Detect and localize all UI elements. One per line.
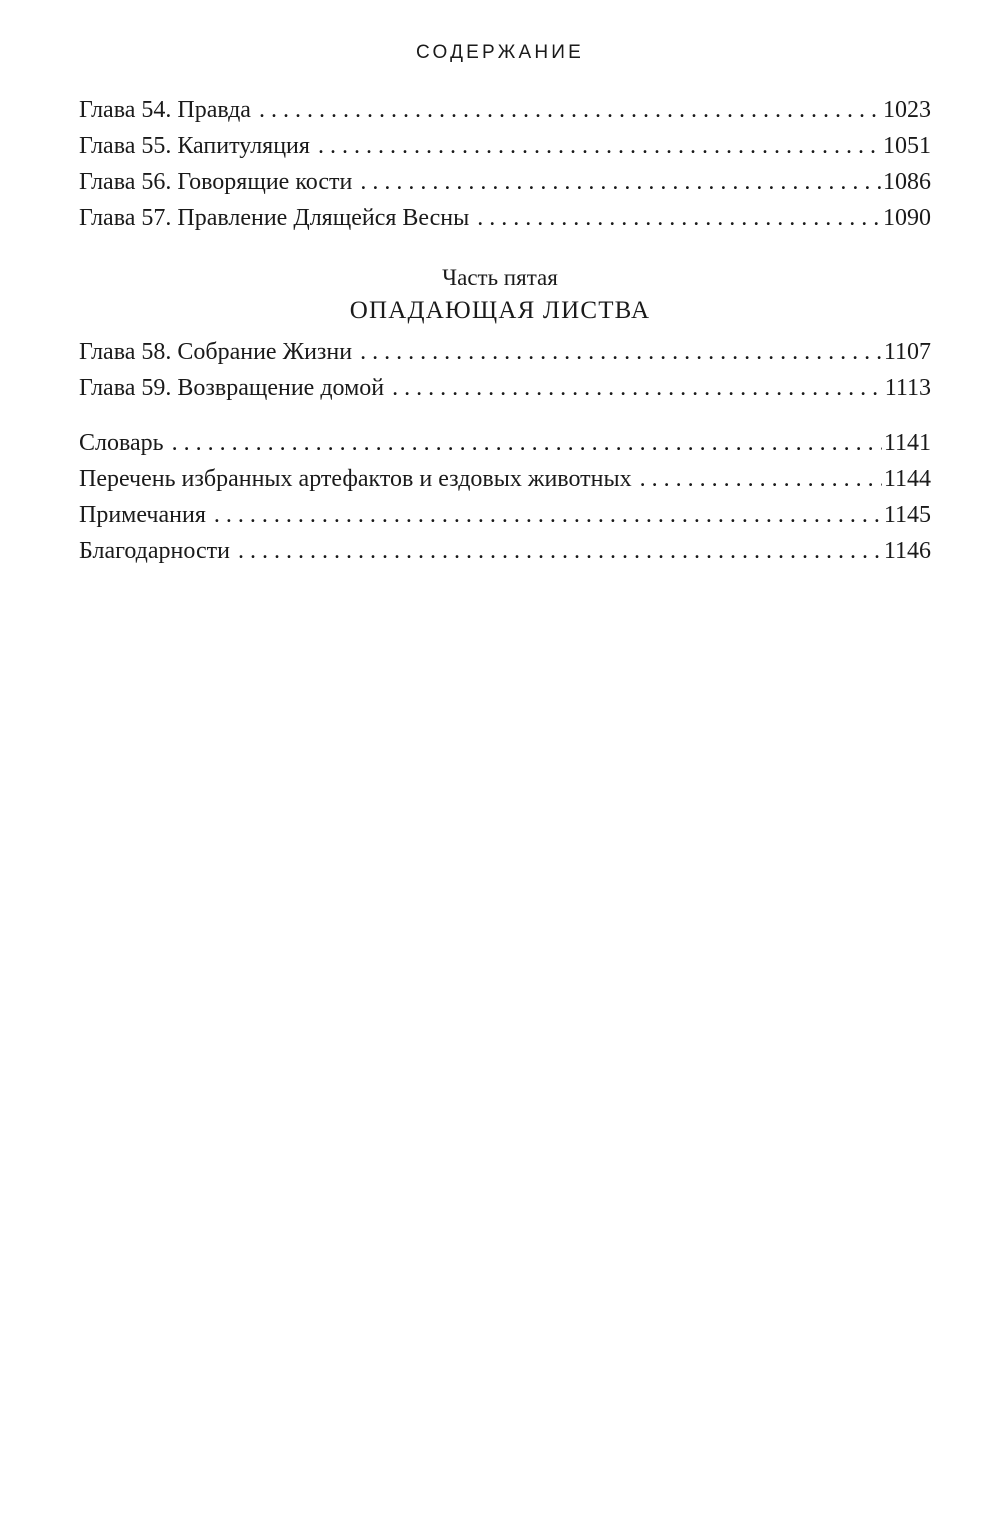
- toc-chapters-group-2: [79, 334, 931, 406]
- dot-leader: [640, 461, 882, 497]
- toc-entry-title: Словарь: [79, 430, 164, 456]
- dot-leader: [360, 164, 881, 200]
- toc-entry: [79, 533, 931, 569]
- toc-entry-page: 1146: [883, 538, 931, 564]
- dot-leader: [318, 128, 881, 164]
- running-head: СОДЕРЖАНИЕ: [416, 42, 584, 63]
- toc-entry: [79, 334, 931, 370]
- toc-entry: [79, 425, 931, 461]
- toc-chapters-group-1: [79, 92, 931, 236]
- toc-entry: [79, 164, 931, 200]
- toc-entry-page: 1023: [883, 97, 931, 123]
- toc-entry-title: Благодарности: [79, 538, 230, 564]
- toc-entry-title: Глава 56. Говорящие кости: [79, 169, 353, 195]
- dot-leader: [214, 497, 882, 533]
- dot-leader: [238, 533, 882, 569]
- dot-leader: [172, 425, 882, 461]
- toc-entry-title: Глава 57. Правление Длящейся Весны: [79, 205, 470, 231]
- part-number: Часть пятая: [442, 265, 558, 290]
- toc-entry-title: Примечания: [79, 502, 206, 528]
- toc-entry: [79, 200, 931, 236]
- toc-entry: [79, 92, 931, 128]
- toc-entry-title: Глава 58. Собрание Жизни: [79, 339, 353, 365]
- toc-entry-page: 1107: [883, 339, 931, 365]
- toc-entry: [79, 461, 931, 497]
- toc-entry-page: 1113: [884, 375, 931, 401]
- toc-entry-page: 1090: [883, 205, 931, 231]
- toc-entry-page: 1051: [883, 133, 931, 159]
- toc-appendix: [79, 425, 931, 569]
- toc-entry-title: Перечень избранных артефактов и ездовых животных: [79, 466, 632, 492]
- dot-leader: [259, 92, 881, 128]
- toc-entry-page: 1144: [883, 466, 931, 492]
- dot-leader: [477, 200, 881, 236]
- part-title: ОПАДАЮЩАЯ ЛИСТВА: [349, 297, 651, 324]
- toc-entry: [79, 370, 931, 406]
- toc-entry-page: 1086: [883, 169, 931, 195]
- toc-entry-page: 1141: [883, 430, 931, 456]
- dot-leader: [360, 334, 882, 370]
- dot-leader: [392, 370, 883, 406]
- toc-entry-title: Глава 54. Правда: [79, 97, 251, 123]
- toc-entry-page: 1145: [883, 502, 931, 528]
- toc-entry: [79, 128, 931, 164]
- toc-entry-title: Глава 59. Возвращение домой: [79, 375, 385, 401]
- toc-entry-title: Глава 55. Капитуляция: [79, 133, 310, 159]
- toc-entry: [79, 497, 931, 533]
